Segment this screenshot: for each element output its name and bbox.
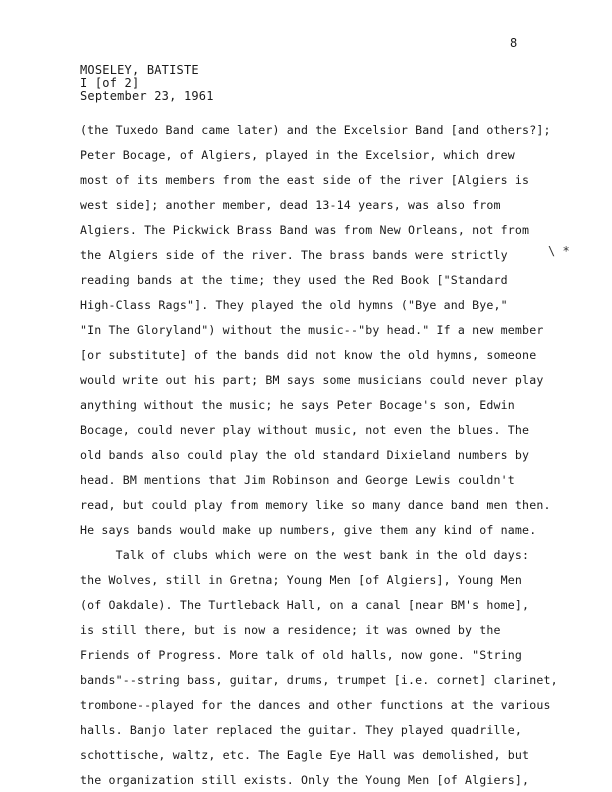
body-line: old bands also could play the old standard Dixieland numbers by [80,448,530,462]
page-number: 8 [510,36,518,50]
body-line: would write out his part; BM says some musicians could never play [80,373,544,387]
body-line: halls. Banjo later replaced the guitar. They played quadrille, [80,723,523,737]
body-line: reading bands at the time; they used the Red Book ["Standard [80,273,508,287]
body-line: the organization still exists. Only the Young Men [of Algiers], [80,773,530,787]
body-line: Peter Bocage, of Algiers, played in the Excelsior, which drew [80,148,515,162]
body-line: bands"--string bass, guitar, drums, trumpet [i.e. cornet] clarinet, [80,673,558,687]
body-line: trombone--played for the dances and other functions at the various [80,698,551,712]
interviewee-name: MOSELEY, BATISTE [80,63,199,77]
body-line: [or substitute] of the bands did not know the old hymns, someone [80,348,537,362]
body-line: Bocage, could never play without music, not even the blues. The [80,423,530,437]
body-line: schottische, waltz, etc. The Eagle Eye Hall was demolished, but [80,748,530,762]
body-line: read, but could play from memory like so many dance band men then. [80,498,551,512]
body-line: west side]; another member, dead 13-14 years, was also from [80,198,501,212]
margin-mark: \ * [548,244,570,258]
body-line: He says bands would make up numbers, give them any kind of name. [80,523,537,537]
interview-date: September 23, 1961 [80,89,214,103]
body-line: Friends of Progress. More talk of old halls, now gone. "String [80,648,523,662]
body-line: most of its members from the east side of the river [Algiers is [80,173,530,187]
body-line: Algiers. The Pickwick Brass Band was from New Orleans, not from [80,223,530,237]
body-line: (of Oakdale). The Turtleback Hall, on a canal [near BM's home], [80,598,530,612]
reel-number: I [of 2] [80,76,140,90]
body-line: Talk of clubs which were on the west bank in the old days: [80,548,530,562]
body-line: (the Tuxedo Band came later) and the Excelsior Band [and others?]; [80,123,551,137]
body-line: "In The Gloryland") without the music--"by head." If a new member [80,323,544,337]
body-line: head. BM mentions that Jim Robinson and George Lewis couldn't [80,473,515,487]
body-line: is still there, but is now a residence; it was owned by the [80,623,501,637]
body-line: High-Class Rags"]. They played the old hymns ("Bye and Bye," [80,298,508,312]
body-line: anything without the music; he says Peter Bocage's son, Edwin [80,398,515,412]
body-line: the Algiers side of the river. The brass bands were strictly [80,248,508,262]
body-line: the Wolves, still in Gretna; Young Men [of Algiers], Young Men [80,573,523,587]
